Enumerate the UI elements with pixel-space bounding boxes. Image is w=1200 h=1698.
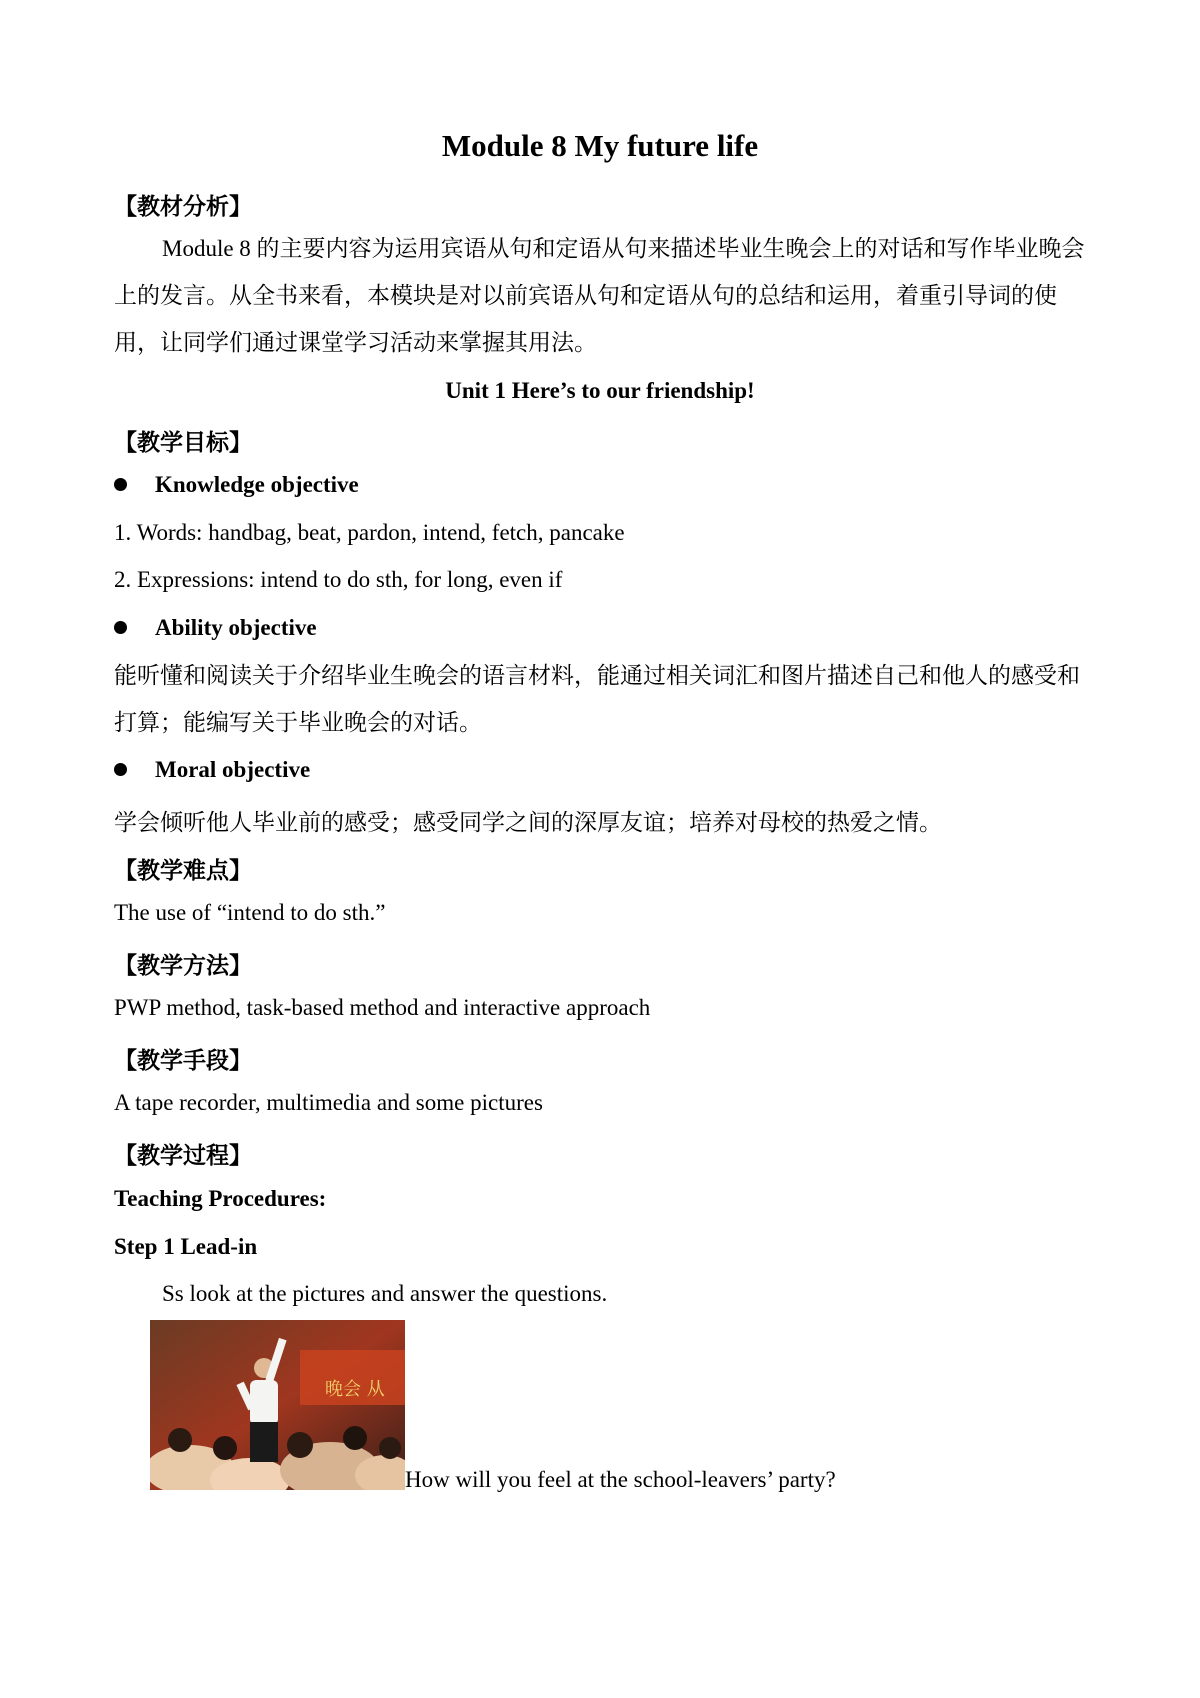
ability-objective xyxy=(114,615,1094,641)
document-title: Module 8 My future life xyxy=(441,128,759,163)
step1-label: Step 1 Lead-in xyxy=(114,1234,258,1259)
bullet-icon xyxy=(114,478,127,491)
objectives-heading: 【教学目标】 xyxy=(114,430,252,455)
ability-label: Ability objective xyxy=(155,615,317,640)
analysis-heading: 【教材分析】 xyxy=(114,194,252,219)
moral-objective xyxy=(114,757,1094,783)
procedures-label: Teaching Procedures: xyxy=(114,1186,327,1211)
knowledge-item: 2. Expressions: intend to do sth, for long, even if xyxy=(114,567,563,592)
means-text: A tape recorder, multimedia and some pictures xyxy=(114,1090,543,1115)
knowledge-objective xyxy=(114,472,1094,498)
question-text: How will you feel at the school-leavers’ party? xyxy=(405,1467,836,1492)
method-heading: 【教学方法】 xyxy=(114,953,252,978)
analysis-paragraph: Module 8 的主要内容为运用宾语从句和定语从句来描述毕业生晚会上的对话和写作毕业晚会上的发言。从全书来看，本模块是对以前宾语从句和定语从句的总结和运用，着重引导词的使用，让同学们通过课堂学习活动来掌握其用法。 xyxy=(114,236,1085,355)
method-text: PWP method, task-based method and interactive approach xyxy=(114,995,651,1020)
moral-text: 学会倾听他人毕业前的感受；感受同学之间的深厚友谊；培养对母校的热爱之情。 xyxy=(114,810,942,835)
difficulty-text: The use of “intend to do sth.” xyxy=(114,900,386,925)
step1-text: Ss look at the pictures and answer the questions. xyxy=(162,1281,608,1306)
photo-sign-text: 晚会 从 xyxy=(325,1379,385,1400)
process-heading: 【教学过程】 xyxy=(114,1143,252,1168)
difficulty-heading: 【教学难点】 xyxy=(114,858,252,883)
moral-label: Moral objective xyxy=(155,757,311,782)
ability-paragraph: 能听懂和阅读关于介绍毕业生晚会的语言材料，能通过相关词汇和图片描述自己和他人的感受和打算；能编写关于毕业晚会的对话。 xyxy=(114,663,1080,735)
knowledge-item: 1. Words: handbag, beat, pardon, intend, fetch, pancake xyxy=(114,520,625,545)
means-heading: 【教学手段】 xyxy=(114,1048,252,1073)
knowledge-label: Knowledge objective xyxy=(155,472,359,497)
party-photo xyxy=(150,1320,405,1490)
bullet-icon xyxy=(114,621,127,634)
unit-title: Unit 1 Here’s to our friendship! xyxy=(445,378,755,403)
bullet-icon xyxy=(114,763,127,776)
